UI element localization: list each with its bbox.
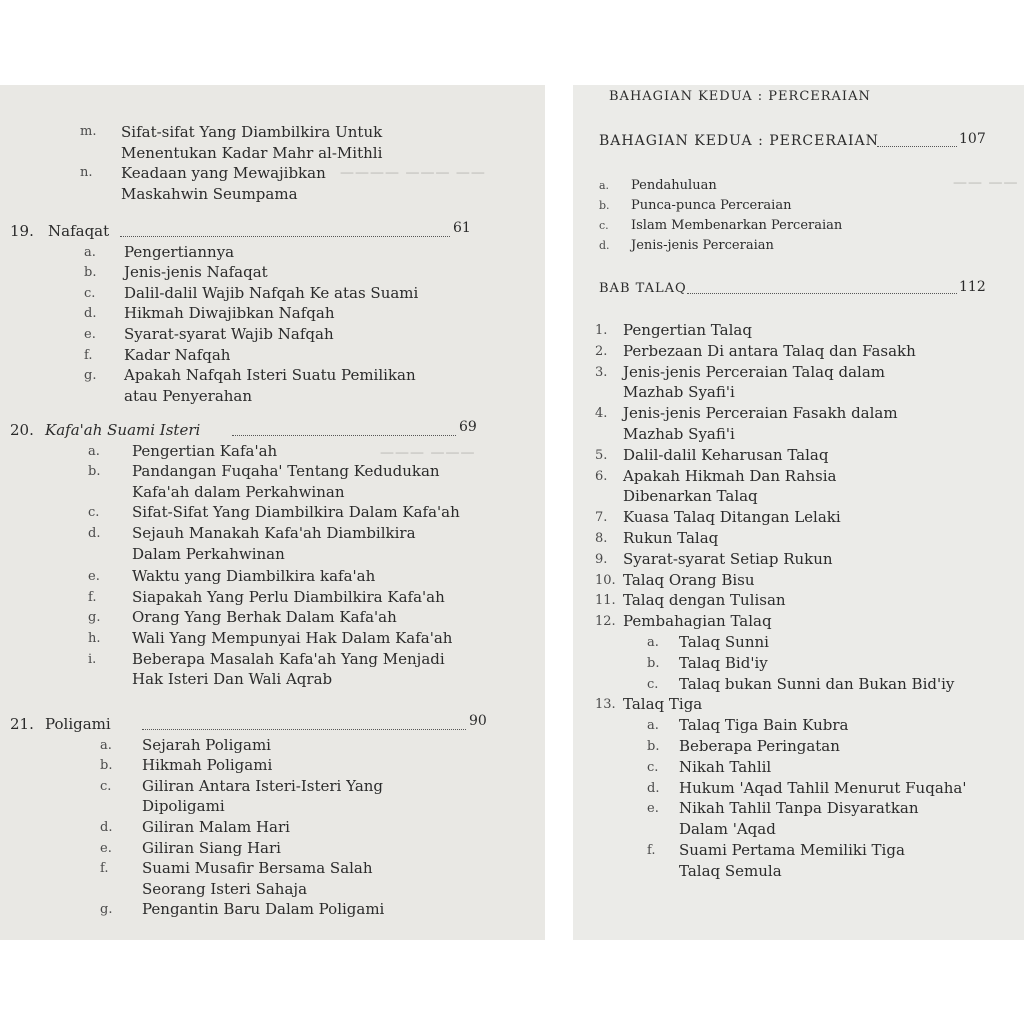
toc-subitem: Pendahuluan xyxy=(631,178,717,193)
dot-leader xyxy=(120,236,450,237)
item-marker: a. xyxy=(84,244,96,260)
item-marker: d. xyxy=(100,820,113,835)
toc-subitem: Keadaan yang Mewajibkan xyxy=(121,164,326,183)
toc-subitem: Syarat-syarat Setiap Rukun xyxy=(623,549,833,568)
toc-subitem: Giliran Malam Hari xyxy=(142,818,290,836)
item-marker: b. xyxy=(88,464,101,480)
toc-subitem: Rukun Talaq xyxy=(623,529,719,547)
item-marker: d. xyxy=(647,780,660,796)
section-title: Nafaqat xyxy=(48,222,110,240)
item-marker: g. xyxy=(84,368,97,384)
item-marker: 3. xyxy=(595,364,608,380)
toc-subitem: Pembahagian Talaq xyxy=(623,612,772,631)
section-title: Poligami xyxy=(45,715,111,733)
left-page xyxy=(0,85,545,940)
item-marker: c. xyxy=(100,778,112,794)
toc-subitem: Kadar Nafqah xyxy=(124,345,231,364)
toc-subitem: Siapakah Yang Perlu Diambilkira Kafa'ah xyxy=(132,587,445,606)
item-marker: c. xyxy=(647,759,659,775)
toc-subitem: Sejauh Manakah Kafa'ah Diambilkira xyxy=(132,524,416,542)
toc-subitem: Hukum 'Aqad Tahlil Menurut Fuqaha' xyxy=(679,778,967,797)
item-marker: 9. xyxy=(595,551,608,567)
toc-subitem: Pengantin Baru Dalam Poligami xyxy=(142,900,385,919)
toc-subitem: Dipoligami xyxy=(142,797,225,816)
item-marker: d. xyxy=(88,526,101,541)
toc-subitem: Talaq Tiga xyxy=(623,695,703,714)
toc-subitem: atau Penyerahan xyxy=(124,386,253,405)
toc-subitem: Talaq bukan Sunni dan Bukan Bid'iy xyxy=(679,674,955,693)
toc-subitem: Perbezaan Di antara Talaq dan Fasakh xyxy=(623,341,916,360)
toc-subitem: Sifat-sifat Yang Diambilkira Untuk xyxy=(121,123,383,141)
item-marker: b. xyxy=(100,758,113,774)
toc-subitem: Talaq Orang Bisu xyxy=(623,570,755,589)
item-marker: 13. xyxy=(595,697,616,713)
item-marker: a. xyxy=(647,718,659,734)
toc-subitem: Apakah Nafqah Isteri Suatu Pemilikan xyxy=(124,366,416,385)
page-number: 112 xyxy=(959,279,986,295)
toc-subitem: Seorang Isteri Sahaja xyxy=(142,879,308,898)
item-marker: g. xyxy=(100,902,113,918)
item-marker: m. xyxy=(80,124,97,139)
item-marker: e. xyxy=(100,840,112,856)
toc-subitem: Kafa'ah dalam Perkahwinan xyxy=(132,482,345,501)
page-number: 90 xyxy=(469,713,487,729)
toc-subitem: Talaq Sunni xyxy=(679,633,769,651)
toc-subitem: Nikah Tahlil xyxy=(679,757,772,776)
item-marker: d. xyxy=(84,306,97,322)
dot-leader xyxy=(142,729,466,730)
item-marker: 11. xyxy=(595,593,616,609)
toc-subitem: Kuasa Talaq Ditangan Lelaki xyxy=(623,508,841,527)
item-marker: e. xyxy=(647,801,659,817)
item-marker: 2. xyxy=(595,343,608,359)
item-marker: f. xyxy=(100,861,109,877)
toc-subitem: Pengertiannya xyxy=(124,242,235,261)
toc-subitem: Maskahwin Seumpama xyxy=(121,184,298,203)
section-number: 21. xyxy=(10,715,34,733)
toc-subitem: Punca-punca Perceraian xyxy=(631,198,792,213)
toc-subitem: Islam Membenarkan Perceraian xyxy=(631,218,843,233)
part-title: BAHAGIAN KEDUA : PERCERAIAN xyxy=(599,133,879,149)
item-marker: 4. xyxy=(595,406,608,422)
toc-subitem: Syarat-syarat Wajib Nafqah xyxy=(124,325,334,343)
item-marker: e. xyxy=(84,327,96,342)
item-marker: c. xyxy=(84,285,96,301)
page-number: 61 xyxy=(453,220,471,236)
section-number: 20. xyxy=(10,421,34,439)
item-marker: 1. xyxy=(595,323,608,338)
bleed-through-text: —— —— xyxy=(953,175,1019,191)
toc-subitem: Dibenarkan Talaq xyxy=(623,487,758,506)
toc-subitem: Hikmah Diwajibkan Nafqah xyxy=(124,304,335,323)
toc-subitem: Giliran Antara Isteri-Isteri Yang xyxy=(142,776,384,795)
toc-subitem: Mazhab Syafi'i xyxy=(623,425,735,443)
item-marker: g. xyxy=(88,610,101,626)
toc-subitem: Sejarah Poligami xyxy=(142,735,271,754)
item-marker: 7. xyxy=(595,510,608,526)
toc-subitem: Wali Yang Mempunyai Hak Dalam Kafa'ah xyxy=(132,629,453,647)
item-marker: 10. xyxy=(595,572,616,588)
item-marker: h. xyxy=(88,631,101,646)
item-marker: 8. xyxy=(595,531,608,546)
item-marker: b. xyxy=(647,655,660,671)
dot-leader xyxy=(877,146,957,147)
item-marker: a. xyxy=(100,737,112,753)
item-marker: 5. xyxy=(595,447,608,463)
toc-subitem: Giliran Siang Hari xyxy=(142,838,281,857)
toc-subitem: Dalil-dalil Keharusan Talaq xyxy=(623,445,829,464)
item-marker: c. xyxy=(647,676,659,692)
item-marker: a. xyxy=(647,635,659,650)
toc-subitem: Talaq Bid'iy xyxy=(679,653,768,672)
item-marker: f. xyxy=(647,843,656,858)
item-marker: c. xyxy=(599,219,609,232)
running-header: BAHAGIAN KEDUA : PERCERAIAN xyxy=(609,89,871,104)
toc-subitem: Dalil-dalil Wajib Nafqah Ke atas Suami xyxy=(124,283,419,302)
item-marker: e. xyxy=(88,569,100,585)
bleed-through-text: ———— ——— —— xyxy=(340,165,486,181)
toc-subitem: Jenis-jenis Perceraian Talaq dalam xyxy=(623,362,885,381)
toc-subitem: Suami Pertama Memiliki Tiga xyxy=(679,841,905,859)
toc-subitem: Dalam Perkahwinan xyxy=(132,544,285,563)
toc-subitem: Mazhab Syafi'i xyxy=(623,383,735,402)
toc-subitem: Talaq dengan Tulisan xyxy=(623,591,786,610)
page-number: 107 xyxy=(959,131,986,147)
toc-subitem: Beberapa Masalah Kafa'ah Yang Menjadi xyxy=(132,649,445,668)
section-number: 19. xyxy=(10,222,34,240)
toc-subitem: Talaq Semula xyxy=(679,861,782,880)
toc-subitem: Beberapa Peringatan xyxy=(679,737,840,755)
item-marker: i. xyxy=(88,651,97,667)
item-marker: a. xyxy=(599,179,610,192)
right-page xyxy=(573,85,1024,940)
item-marker: b. xyxy=(84,265,97,281)
bleed-through-text: ——— ——— xyxy=(380,445,476,461)
dot-leader xyxy=(687,293,957,294)
toc-subitem: Waktu yang Diambilkira kafa'ah xyxy=(132,567,376,586)
toc-subitem: Pengertian Talaq xyxy=(623,321,752,339)
item-marker: b. xyxy=(599,199,610,212)
toc-subitem: Nikah Tahlil Tanpa Disyaratkan xyxy=(679,799,919,818)
toc-subitem: Sifat-Sifat Yang Diambilkira Dalam Kafa'ah xyxy=(132,503,460,522)
toc-subitem: Suami Musafir Bersama Salah xyxy=(142,859,373,878)
toc-subitem: Jenis-jenis Nafaqat xyxy=(124,263,268,282)
item-marker: c. xyxy=(88,505,100,521)
bab-title: BAB TALAQ xyxy=(599,281,687,296)
dot-leader xyxy=(232,435,456,436)
toc-subitem: Jenis-jenis Perceraian Fasakh dalam xyxy=(623,404,898,423)
toc-subitem: Orang Yang Berhak Dalam Kafa'ah xyxy=(132,608,397,627)
item-marker: 12. xyxy=(595,614,616,630)
toc-subitem: Menentukan Kadar Mahr al-Mithli xyxy=(121,143,383,162)
item-marker: 6. xyxy=(595,468,608,484)
page-number: 69 xyxy=(459,419,477,435)
toc-subitem: Hikmah Poligami xyxy=(142,756,273,775)
toc-subitem: Pengertian Kafa'ah xyxy=(132,441,278,460)
item-marker: f. xyxy=(88,589,97,605)
toc-subitem: Apakah Hikmah Dan Rahsia xyxy=(623,466,837,485)
toc-subitem: Talaq Tiga Bain Kubra xyxy=(679,716,849,735)
item-marker: f. xyxy=(84,347,93,363)
toc-subitem: Hak Isteri Dan Wali Aqrab xyxy=(132,670,333,689)
item-marker: n. xyxy=(80,165,93,181)
section-title: Kafa'ah Suami Isteri xyxy=(45,421,201,439)
item-marker: a. xyxy=(88,443,100,459)
toc-subitem: Jenis-jenis Perceraian xyxy=(631,238,774,253)
toc-subitem: Dalam 'Aqad xyxy=(679,820,776,839)
toc-subitem: Pandangan Fuqaha' Tentang Kedudukan xyxy=(132,462,440,481)
item-marker: d. xyxy=(599,239,610,252)
item-marker: b. xyxy=(647,739,660,754)
